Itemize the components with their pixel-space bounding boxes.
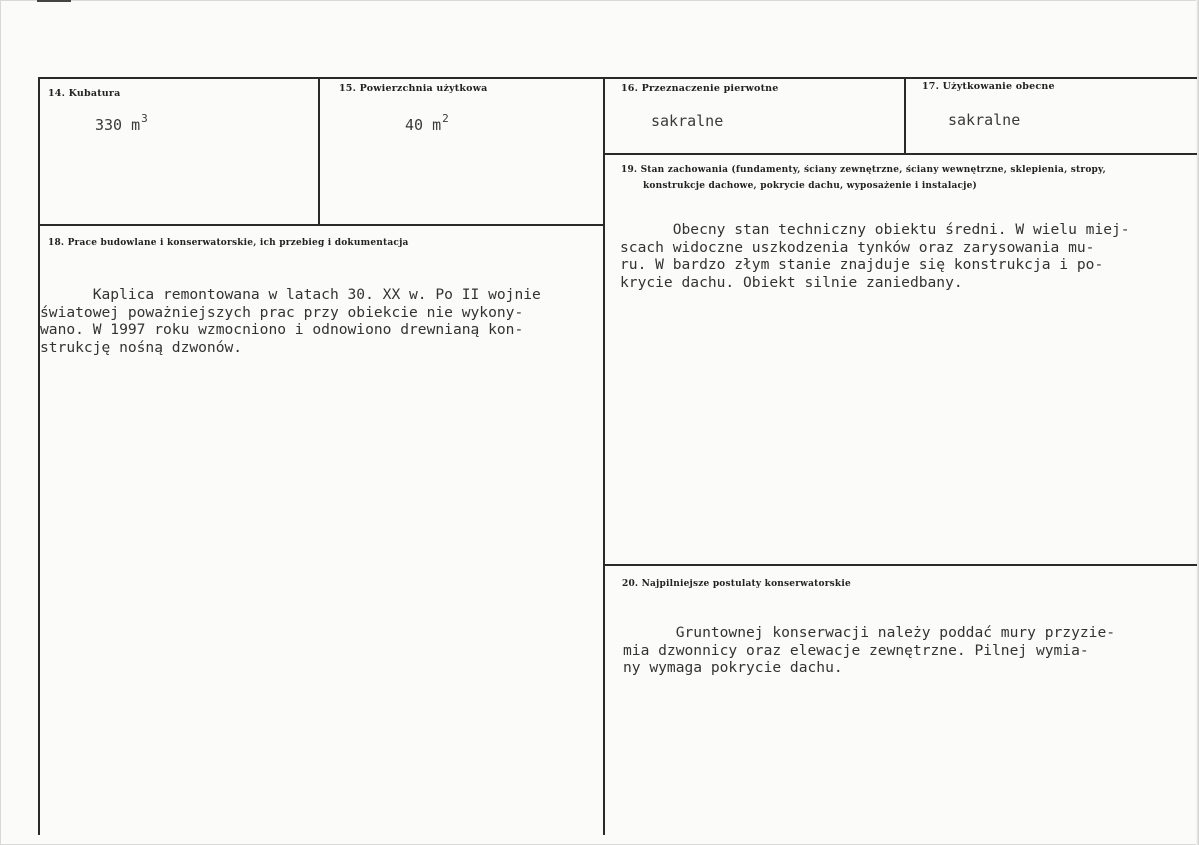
grid-line-v-14-15 <box>318 77 320 225</box>
grid-line-20-top <box>603 564 1197 566</box>
field-19-label-line1: 19. Stan zachowania (fundamenty, ściany zewnętrzne, ściany wewnętrzne, sklepienia, stropy, <box>621 165 1106 175</box>
field-16-value: sakralne <box>651 112 724 130</box>
field-18-label: 18. Prace budowlane i konserwatorskie, ich przebieg i dokumentacja <box>48 238 409 248</box>
field-15-label: 15. Powierzchnia użytkowa <box>339 83 488 94</box>
field-15-value <box>405 112 449 134</box>
field-20-text: Gruntownej konserwacji należy poddać mury przyzie- mia dzwonnicy oraz elewacje zewnętrzne. Pilnej wymia- ny wymaga pokrycie dachu. <box>623 624 1116 676</box>
field-20-label: 20. Najpilniejsze postulaty konserwatorskie <box>622 579 851 589</box>
grid-line-19-top <box>603 153 1197 155</box>
field-19-text: Obecny stan techniczny obiektu średni. W wielu miej- scach widoczne uszkodzenia tynków oraz zarysowania mu- ru. W bardzo złym stanie znajduje się konstrukcja i po- krycie dachu. Obiekt silnie zaniedbany. <box>620 221 1130 291</box>
field-18-text: Kaplica remontowana w latach 30. XX w. Po II wojnie światowej poważniejszych prac przy obiekcie nie wykony- wano. W 1997 roku wzmocniono i odnowiono drewnianą kon- strukcję nośną dzwonów. <box>40 286 541 356</box>
grid-line-left <box>38 77 40 835</box>
field-15-exponent: 2 <box>442 112 449 125</box>
field-15-value-text: 40 m <box>405 116 442 134</box>
grid-line-center <box>603 77 605 835</box>
top-mark <box>37 0 71 2</box>
field-14-value-text: 330 m <box>95 116 141 134</box>
grid-line-v-16-17 <box>904 77 906 153</box>
field-19-label-line2: konstrukcje dachowe, pokrycie dachu, wyposażenie i instalacje) <box>643 181 978 191</box>
field-17-value: sakralne <box>948 111 1021 129</box>
field-16-label: 16. Przeznaczenie pierwotne <box>621 83 779 94</box>
field-14-exponent: 3 <box>141 112 148 125</box>
field-17-label: 17. Użytkowanie obecne <box>922 81 1055 92</box>
field-14-value <box>95 112 148 134</box>
grid-line-18-top <box>38 224 604 226</box>
field-14-label: 14. Kubatura <box>48 88 121 99</box>
